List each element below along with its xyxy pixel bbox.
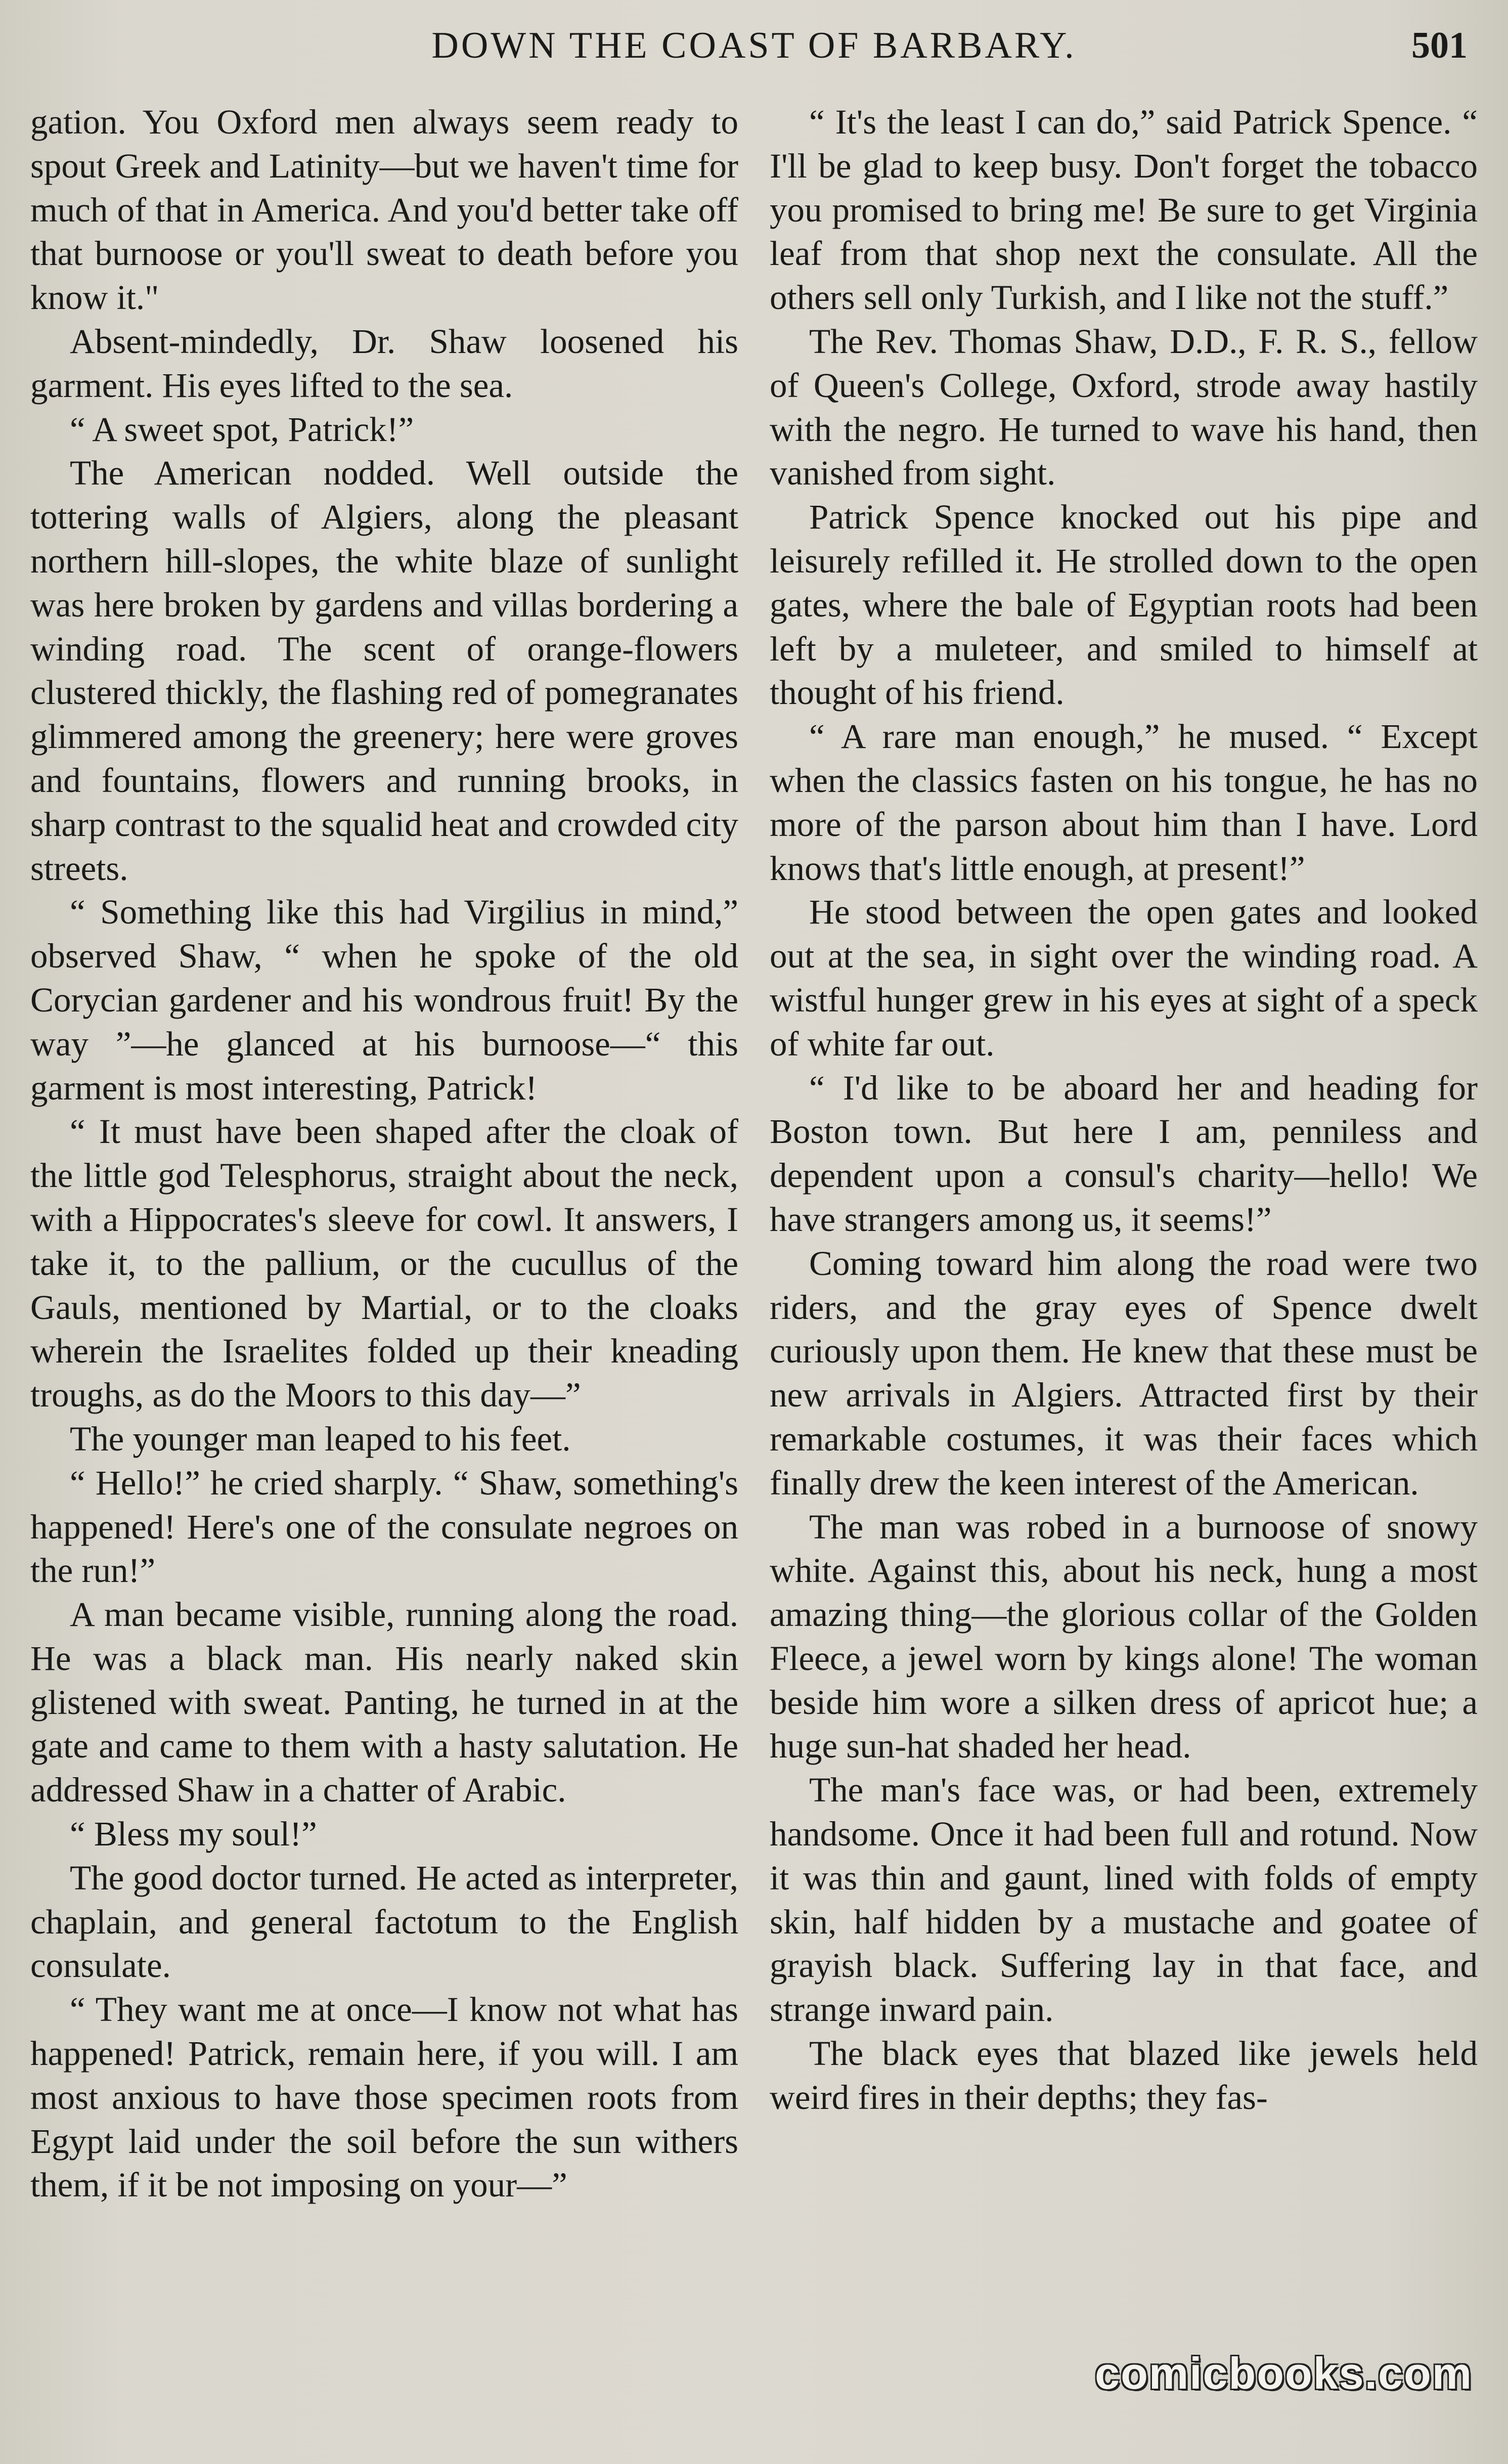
paragraph: The good doctor turned. He acted as interpreter, chaplain, and general factotum to the English consulate. xyxy=(30,1858,738,1985)
paragraph: “ A rare man enough,” he mused. “ Except when the classics fasten on his tongue, he has no more of the parson about him than I have. Lord knows that's little enough, at present!” xyxy=(770,717,1478,888)
paragraph: “ They want me at once—I know not what has happened! Patrick, remain here, if you will. I am most anxious to have those specimen roots from Egypt laid under the soil before the sun withers them, if it be not imposing on your—” xyxy=(30,1990,738,2205)
paragraph: The American nodded. Well outside the tottering walls of Algiers, along the pleasant northern hill-slopes, the white blaze of sunlight was here broken by gardens and villas bordering a winding road. The scent of orange-flowers clustered thickly, the flashing red of pomegranates glimmered among the greenery; here were groves and fountains, flowers and running brooks, in sharp contrast to the squalid heat and crowded city streets. xyxy=(30,454,738,888)
paragraph: The younger man leaped to his feet. xyxy=(70,1419,571,1458)
running-title: DOWN THE COAST OF BARBARY. xyxy=(431,25,1077,66)
paragraph: He stood between the open gates and looked out at the sea, in sight over the winding road. A wistful hunger grew in his eyes at sight of a speck of white far out. xyxy=(770,893,1478,1063)
paragraph: A man became visible, running along the road. He was a black man. His nearly naked skin glistened with sweat. Panting, he turned in at the gate and came to them with a hasty salutation. He addressed Shaw in a chatter of Arabic. xyxy=(30,1595,738,1810)
paragraph: The man's face was, or had been, extremely handsome. Once it had been full and rotund. Now it was thin and gaunt, lined with folds of empty skin, half hidden by a mustache and goatee of grayish black. Suffering lay in that face, and strange inward pain. xyxy=(770,1771,1478,2029)
watermark: comicbooks.com xyxy=(1095,2348,1473,2398)
paragraph: The black eyes that blazed like jewels held weird fires in their depths; they fas- xyxy=(770,2034,1478,2117)
paragraph: gation. You Oxford men always seem ready to spout Greek and Latinity—but we haven't time for much of that in America. And you'd better take off that burnoose or you'll sweat to death before you know it." xyxy=(30,103,738,317)
paragraph: “ It's the least I can do,” said Patrick Spence. “ I'll be glad to keep busy. Don't forget the tobacco you promised to bring me! Be sure to get Virginia leaf from that shop next the consulate. All the others sell only Turkish, and I like not the stuff.” xyxy=(770,103,1478,317)
paragraph: The Rev. Thomas Shaw, D.D., F. R. S., fellow of Queen's College, Oxford, strode away hastily with the negro. He turned to wave his hand, then vanished from sight. xyxy=(770,322,1478,493)
left-column xyxy=(30,100,738,2207)
paragraph: “ Hello!” he cried sharply. “ Shaw, something's happened! Here's one of the consulate negroes on the run!” xyxy=(30,1463,738,1590)
paragraph: Absent-mindedly, Dr. Shaw loosened his garment. His eyes lifted to the sea. xyxy=(30,322,738,405)
paragraph: The man was robed in a burnoose of snowy white. Against this, about his neck, hung a most amazing thing—the glorious collar of the Golden Fleece, a jewel worn by kings alone! The woman beside him wore a silken dress of apricot hue; a huge sun-hat shaded her head. xyxy=(770,1507,1478,1766)
paragraph: “ It must have been shaped after the cloak of the little god Telesphorus, straight about the neck, with a Hippocrates's sleeve for cowl. It answers, I take it, to the pallium, or the cucullus of the Gauls, mentioned by Martial, or to the cloaks wherein the Israelites folded up their kneading troughs, as do the Moors to this day—” xyxy=(30,1112,738,1415)
paragraph: Coming toward him along the road were two riders, and the gray eyes of Spence dwelt curiously upon them. He knew that these must be new arrivals in Algiers. Attracted first by their remarkable costumes, it was their faces which finally drew the keen interest of the American. xyxy=(770,1244,1478,1502)
paragraph: “ A sweet spot, Patrick!” xyxy=(70,410,414,449)
paragraph: “ Something like this had Virgilius in mind,” observed Shaw, “ when he spoke of the old Corycian gardener and his wondrous fruit! By the way ”—he glanced at his burnoose—“ this garment is most interesting, Patrick! xyxy=(30,893,738,1107)
page-number: 501 xyxy=(1411,25,1468,66)
paragraph: “ I'd like to be aboard her and heading for Boston town. But here I am, penniless and dependent upon a consul's charity—hello! We have strangers among us, it seems!” xyxy=(770,1068,1478,1239)
right-column xyxy=(770,100,1478,2120)
paragraph: “ Bless my soul!” xyxy=(70,1815,317,1854)
paragraph: Patrick Spence knocked out his pipe and leisurely refilled it. He strolled down to the open gates, where the bale of Egyptian roots had been left by a muleteer, and smiled to himself at thought of his friend. xyxy=(770,498,1478,712)
running-head xyxy=(30,20,1478,71)
